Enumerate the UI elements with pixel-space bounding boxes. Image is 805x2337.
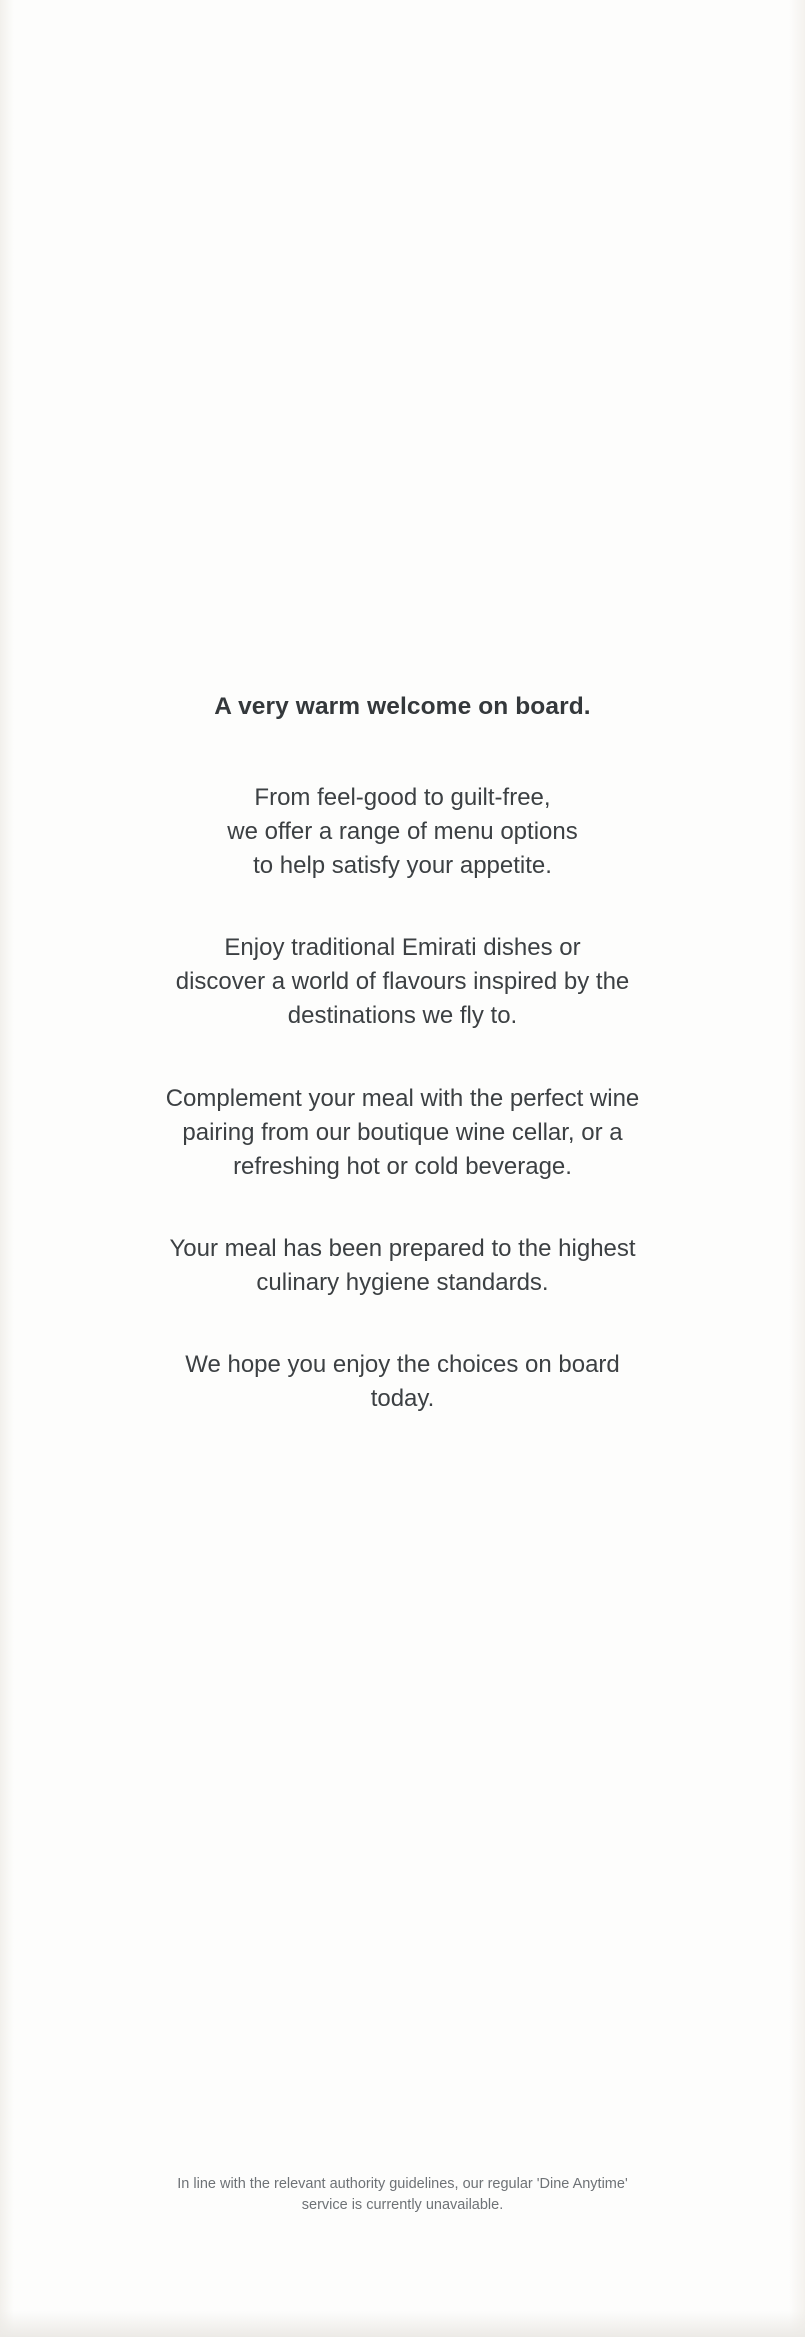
paragraph-hygiene <box>98 1232 708 1300</box>
paragraph-emirati-dishes <box>98 931 708 1033</box>
paragraph-line: refreshing hot or cold beverage. <box>233 1152 572 1180</box>
paragraph-line: From feel-good to guilt-free, <box>254 784 551 812</box>
paragraph-line: we offer a range of menu options <box>227 818 578 846</box>
service-footnote <box>0 2174 805 2218</box>
paragraph-line: Enjoy traditional Emirati dishes or <box>224 934 581 962</box>
paragraph-line: Complement your meal with the perfect wine <box>165 1084 640 1112</box>
paragraph-line: culinary hygiene standards. <box>256 1268 549 1296</box>
paragraph-closing <box>98 1348 708 1416</box>
paragraph-line: We hope you enjoy the choices on board <box>185 1350 620 1378</box>
paragraph-wine-pairing <box>98 1082 708 1184</box>
welcome-heading: A very warm welcome on board. <box>214 693 591 720</box>
paragraph-line: to help satisfy your appetite. <box>253 852 552 880</box>
footnote-line: In line with the relevant authority guidelines, our regular 'Dine Anytime' <box>177 2175 628 2192</box>
paragraph-line: Your meal has been prepared to the highest <box>169 1234 636 1262</box>
paragraph-line: destinations we fly to. <box>287 1002 518 1030</box>
footnote-line: service is currently unavailable. <box>301 2197 504 2214</box>
paper-edge-bottom-shading <box>0 2311 805 2337</box>
paragraph-menu-options <box>98 781 708 883</box>
paragraph-line: today. <box>370 1385 435 1412</box>
paragraph-line: pairing from our boutique wine cellar, or a <box>182 1118 623 1146</box>
paragraph-line: discover a world of flavours inspired by the <box>175 968 630 996</box>
